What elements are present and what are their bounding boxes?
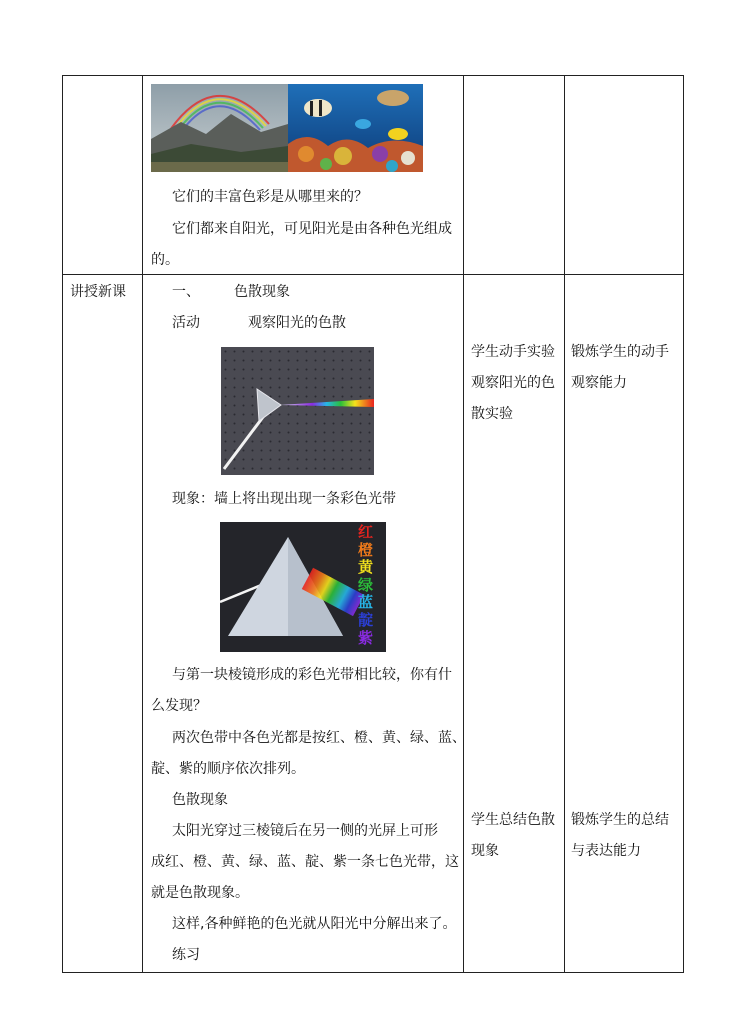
table-cell [464,76,565,275]
design-goal-1-l2: 观察能力 [571,375,627,391]
table-cell [143,76,464,275]
compare-question: 与第一块棱镜形成的彩色光带相比较，你有什 [172,667,452,683]
prism-experiment-photo [221,347,374,475]
compare-answer: 两次色带中各色光都是按红、橙、黄、绿、蓝、 [172,730,466,746]
student-activity-2: 学生总结色散 [471,812,555,828]
dispersion-title: 色散现象 [172,792,228,808]
color-label-red: 红 [358,523,374,541]
table-cell [565,76,684,275]
heading-title: 色散现象 [234,284,290,300]
table-cell [143,275,464,973]
design-goal-1: 锻炼学生的动手 [571,344,669,360]
activity-label: 活动 [172,315,200,331]
table-row [63,76,684,275]
answer-text: 它们都来自阳光，可见阳光是由各种色光组成 [172,221,452,237]
table-cell [63,76,143,275]
table-cell [464,275,565,973]
prism-spectrum-photo [220,522,386,652]
student-activity-2-l2: 现象 [471,843,499,859]
spectrum-color-labels [358,524,378,647]
summary-text: 这样,各种鲜艳的色光就从阳光中分解出来了。 [172,916,457,932]
definition-text-cont: 成红、橙、黄、绿、蓝、靛、紫一条七色光带，这 [151,854,459,870]
color-label-blue: 蓝 [358,593,374,612]
table-cell [565,275,684,973]
color-label-green: 绿 [358,575,374,594]
color-label-violet: 紫 [358,628,374,647]
exercise-label: 练习 [172,947,200,963]
definition-text: 太阳光穿过三棱镜后在另一侧的光屏上可形 [172,823,438,839]
color-label-orange: 橙 [358,540,374,559]
student-activity-1-l3: 散实验 [471,406,513,422]
student-activity-1-l2: 观察阳光的色 [471,375,555,391]
compare-answer-cont: 靛、紫的顺序依次排列。 [151,761,305,777]
section-label: 讲授新课 [70,284,126,300]
design-goal-2-l2: 与表达能力 [571,843,641,859]
color-label-indigo: 靛 [358,610,374,629]
coral-reef-photo [288,84,423,172]
compare-question-cont: 么发现？ [151,698,207,714]
student-activity-1: 学生动手实验 [471,344,555,360]
definition-text-end: 就是色散现象。 [151,885,249,901]
phenomenon-text: 现象：墙上将出现出现一条彩色光带 [172,491,396,507]
answer-text-cont: 的。 [151,252,179,268]
rainbow-photo [151,84,288,172]
activity-text: 观察阳光的色散 [248,315,346,331]
design-goal-2: 锻炼学生的总结 [571,812,669,828]
table-row [63,275,684,973]
question-text: 它们的丰富色彩是从哪里来的？ [172,189,368,205]
table-cell [63,275,143,973]
color-label-yellow: 黄 [358,558,374,577]
lesson-table [62,75,684,973]
heading-number: 一、 [172,284,200,300]
